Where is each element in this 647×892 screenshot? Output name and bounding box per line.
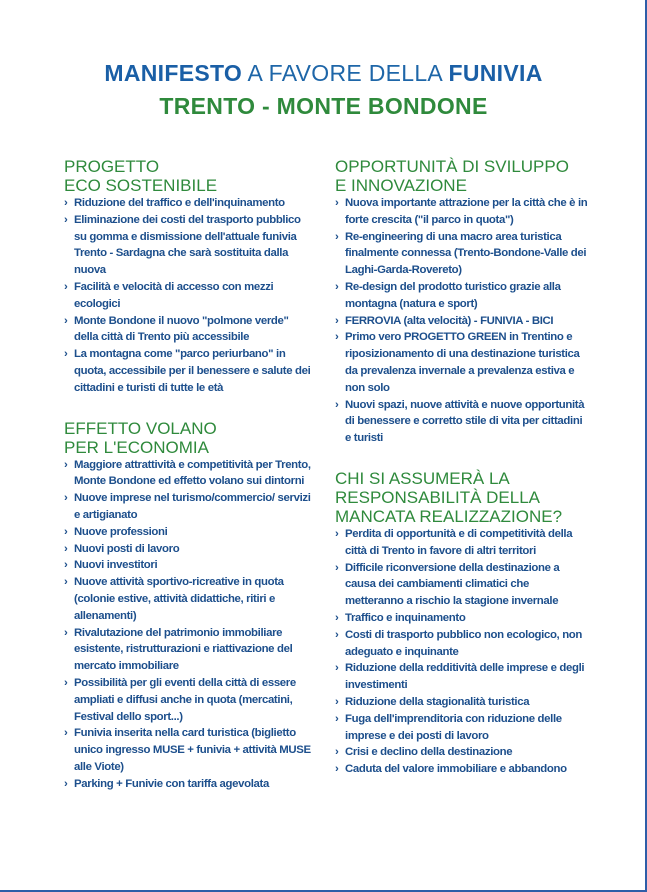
list-item-text: Nuove professioni (74, 525, 168, 538)
list-item (335, 397, 590, 447)
right-column (335, 157, 590, 778)
list-item (64, 346, 314, 396)
list-item (64, 675, 314, 725)
list-item-text: Nuovi posti di lavoro (74, 542, 180, 555)
chevron-right-icon: › (335, 230, 339, 243)
bullet-list (335, 526, 590, 778)
chevron-right-icon: › (335, 527, 339, 540)
list-item (335, 526, 590, 560)
list-item (64, 557, 314, 574)
title-word-funivia: FUNIVIA (448, 60, 543, 86)
chevron-right-icon: › (64, 626, 68, 639)
chevron-right-icon: › (335, 712, 339, 725)
list-item (64, 725, 314, 775)
chevron-right-icon: › (335, 197, 339, 209)
chevron-right-icon: › (335, 611, 339, 624)
list-item-text: Eliminazione dei costi del trasporto pubblico su gomma e dismissione dell'attuale funivia Trento - Sardagna che sarà sostituita dalla nuova (74, 213, 301, 277)
list-item (64, 457, 314, 491)
chevron-right-icon: › (335, 331, 339, 344)
list-item-text: Nuove attività sportivo-ricreative in quota (colonie estive, attività didattiche, ritiri e allenamenti) (74, 576, 284, 622)
section-title-line: MANCATA REALIZZAZIONE? (335, 506, 563, 526)
list-item (335, 329, 590, 396)
list-item-text: La montagna come "parco periurbano" in quota, accessibile per il benessere e salute dei cittadini e turisti di tutte le età (74, 348, 311, 394)
bullet-list (64, 457, 314, 793)
section-title (335, 157, 590, 195)
chevron-right-icon: › (335, 628, 339, 641)
list-item (64, 313, 314, 347)
section-title-line: PROGETTO (64, 157, 160, 176)
section-title-line: ECO SOSTENIBILE (64, 176, 218, 195)
chevron-right-icon: › (64, 458, 68, 471)
list-item-text: Nuova importante attrazione per la città che è in forte crescita ("il parco in quota") (345, 197, 588, 226)
list-item-text: Riduzione della redditività delle imprese e degli investimenti (345, 662, 585, 692)
bullet-list (335, 195, 590, 447)
chevron-right-icon: › (335, 763, 339, 776)
list-item-text: Crisi e declino della destinazione (345, 746, 513, 759)
chevron-right-icon: › (64, 576, 68, 589)
section-title-line: CHI SI ASSUMERÀ LA (335, 468, 510, 488)
list-item-text: Caduta del valore immobiliare e abbandono (345, 763, 567, 776)
section-effetto-volano (64, 419, 314, 793)
list-item-text: Costi di trasporto pubblico non ecologico, non adeguato e inquinante (345, 628, 583, 658)
list-item (64, 195, 314, 212)
chevron-right-icon: › (64, 777, 68, 790)
list-item (335, 744, 590, 761)
chevron-right-icon: › (335, 314, 339, 327)
list-item-text: FERROVIA (alta velocità) - FUNIVIA - BICI (345, 314, 554, 327)
list-item-text: Riduzione del traffico e dell'inquinamento (74, 197, 285, 209)
list-item (64, 524, 314, 541)
section-title (64, 419, 314, 457)
list-item (335, 761, 590, 778)
list-item (64, 490, 314, 524)
chevron-right-icon: › (64, 559, 68, 572)
list-item-text: Difficile riconversione della destinazione a causa dei cambiamenti climatici che metteranno a rischio la stagione invernale (345, 561, 560, 608)
list-item-text: Rivalutazione del patrimonio immobiliare esistente, ristrutturazioni e riattivazione del mercato immobiliare (74, 626, 293, 673)
section-title (335, 469, 590, 526)
section-title (64, 157, 314, 195)
list-item-text: Riduzione della stagionalità turistica (345, 695, 530, 708)
list-item-text: Monte Bondone il nuovo "polmone verde" della città di Trento più accessibile (74, 314, 289, 344)
list-item-text: Possibilità per gli eventi della città di essere ampliati e diffusi anche in quota (mercatini, Festival dello sport...) (74, 676, 296, 723)
list-item-text: Fuga dell'imprenditoria con riduzione delle imprese e dei posti di lavoro (345, 712, 562, 742)
list-item (64, 776, 314, 793)
list-item-text: Maggiore attrattività e competitività per Trento, Monte Bondone ed effetto volano sui dintorni (74, 458, 311, 488)
list-item-text: Perdita di opportunità e di competitività della città di Trento in favore di altri territori (345, 527, 573, 557)
chevron-right-icon: › (64, 542, 68, 555)
list-item-text: Parking + Funivie con tariffa agevolata (74, 777, 269, 790)
title-word-manifesto: MANIFESTO (104, 60, 243, 86)
chevron-right-icon: › (335, 662, 339, 675)
chevron-right-icon: › (64, 676, 68, 689)
list-item (335, 229, 590, 279)
list-item (335, 711, 590, 745)
list-item (335, 313, 590, 330)
list-item (335, 660, 590, 694)
list-item (335, 195, 590, 229)
chevron-right-icon: › (335, 398, 339, 411)
list-item-text: Nuovi spazi, nuove attività e nuove opportunità di benessere e corretto stile di vita per cittadini e turisti (345, 398, 585, 445)
list-item (335, 627, 590, 661)
list-item (64, 279, 314, 313)
list-item-text: Nuovi investitori (74, 559, 158, 572)
list-item (335, 694, 590, 711)
chevron-right-icon: › (335, 561, 339, 574)
section-title-line: RESPONSABILITÀ DELLA (335, 487, 541, 507)
list-item-text: Facilità e velocità di accesso con mezzi ecologici (74, 280, 274, 310)
list-item (64, 625, 314, 675)
chevron-right-icon: › (64, 213, 68, 226)
list-item-text: Re-design del prodotto turistico grazie alla montagna (natura e sport) (345, 280, 561, 310)
chevron-right-icon: › (335, 280, 339, 293)
chevron-right-icon: › (64, 492, 68, 505)
section-title-line: OPPORTUNITÀ DI SVILUPPO (335, 157, 569, 176)
list-item-text: Nuove imprese nel turismo/commercio/ servizi e artigianato (74, 492, 311, 521)
list-item (64, 574, 314, 624)
chevron-right-icon: › (64, 197, 68, 209)
list-item (64, 541, 314, 558)
chevron-right-icon: › (64, 727, 68, 740)
chevron-right-icon: › (64, 280, 68, 293)
list-item (335, 279, 590, 313)
section-title-line: E INNOVAZIONE (335, 176, 467, 195)
chevron-right-icon: › (64, 348, 68, 361)
manifesto-subtitle: TRENTO - MONTE BONDONE (159, 93, 488, 119)
list-item-text: Funivia inserita nella card turistica (biglietto unico ingresso MUSE + funivia + attività MUSE alle Viote) (74, 727, 311, 773)
section-opportunita (335, 157, 590, 447)
chevron-right-icon: › (335, 746, 339, 759)
list-item-text: Re-engineering di una macro area turistica finalmente connessa (Trento-Bondone-Valle dei Laghi-Garda-Rovereto) (345, 230, 587, 277)
list-item-text: Primo vero PROGETTO GREEN in Trentino e riposizionamento di una destinazione turistica da prevalenza invernale a prevalenza estiva e non solo (345, 331, 580, 394)
list-item (335, 560, 590, 610)
section-title-line: PER L'ECONOMIA (64, 437, 209, 457)
bullet-list (64, 195, 314, 397)
left-column (64, 157, 314, 793)
list-item (64, 212, 314, 279)
manifesto-title (0, 60, 647, 87)
chevron-right-icon: › (64, 314, 68, 327)
chevron-right-icon: › (64, 525, 68, 538)
list-item (335, 610, 590, 627)
chevron-right-icon: › (335, 695, 339, 708)
title-word-middle: A FAVORE DELLA (242, 60, 449, 86)
section-eco-sostenibile (64, 157, 314, 397)
section-title-line: EFFETTO VOLANO (64, 418, 217, 438)
section-responsabilita (335, 469, 590, 778)
list-item-text: Traffico e inquinamento (345, 611, 466, 624)
